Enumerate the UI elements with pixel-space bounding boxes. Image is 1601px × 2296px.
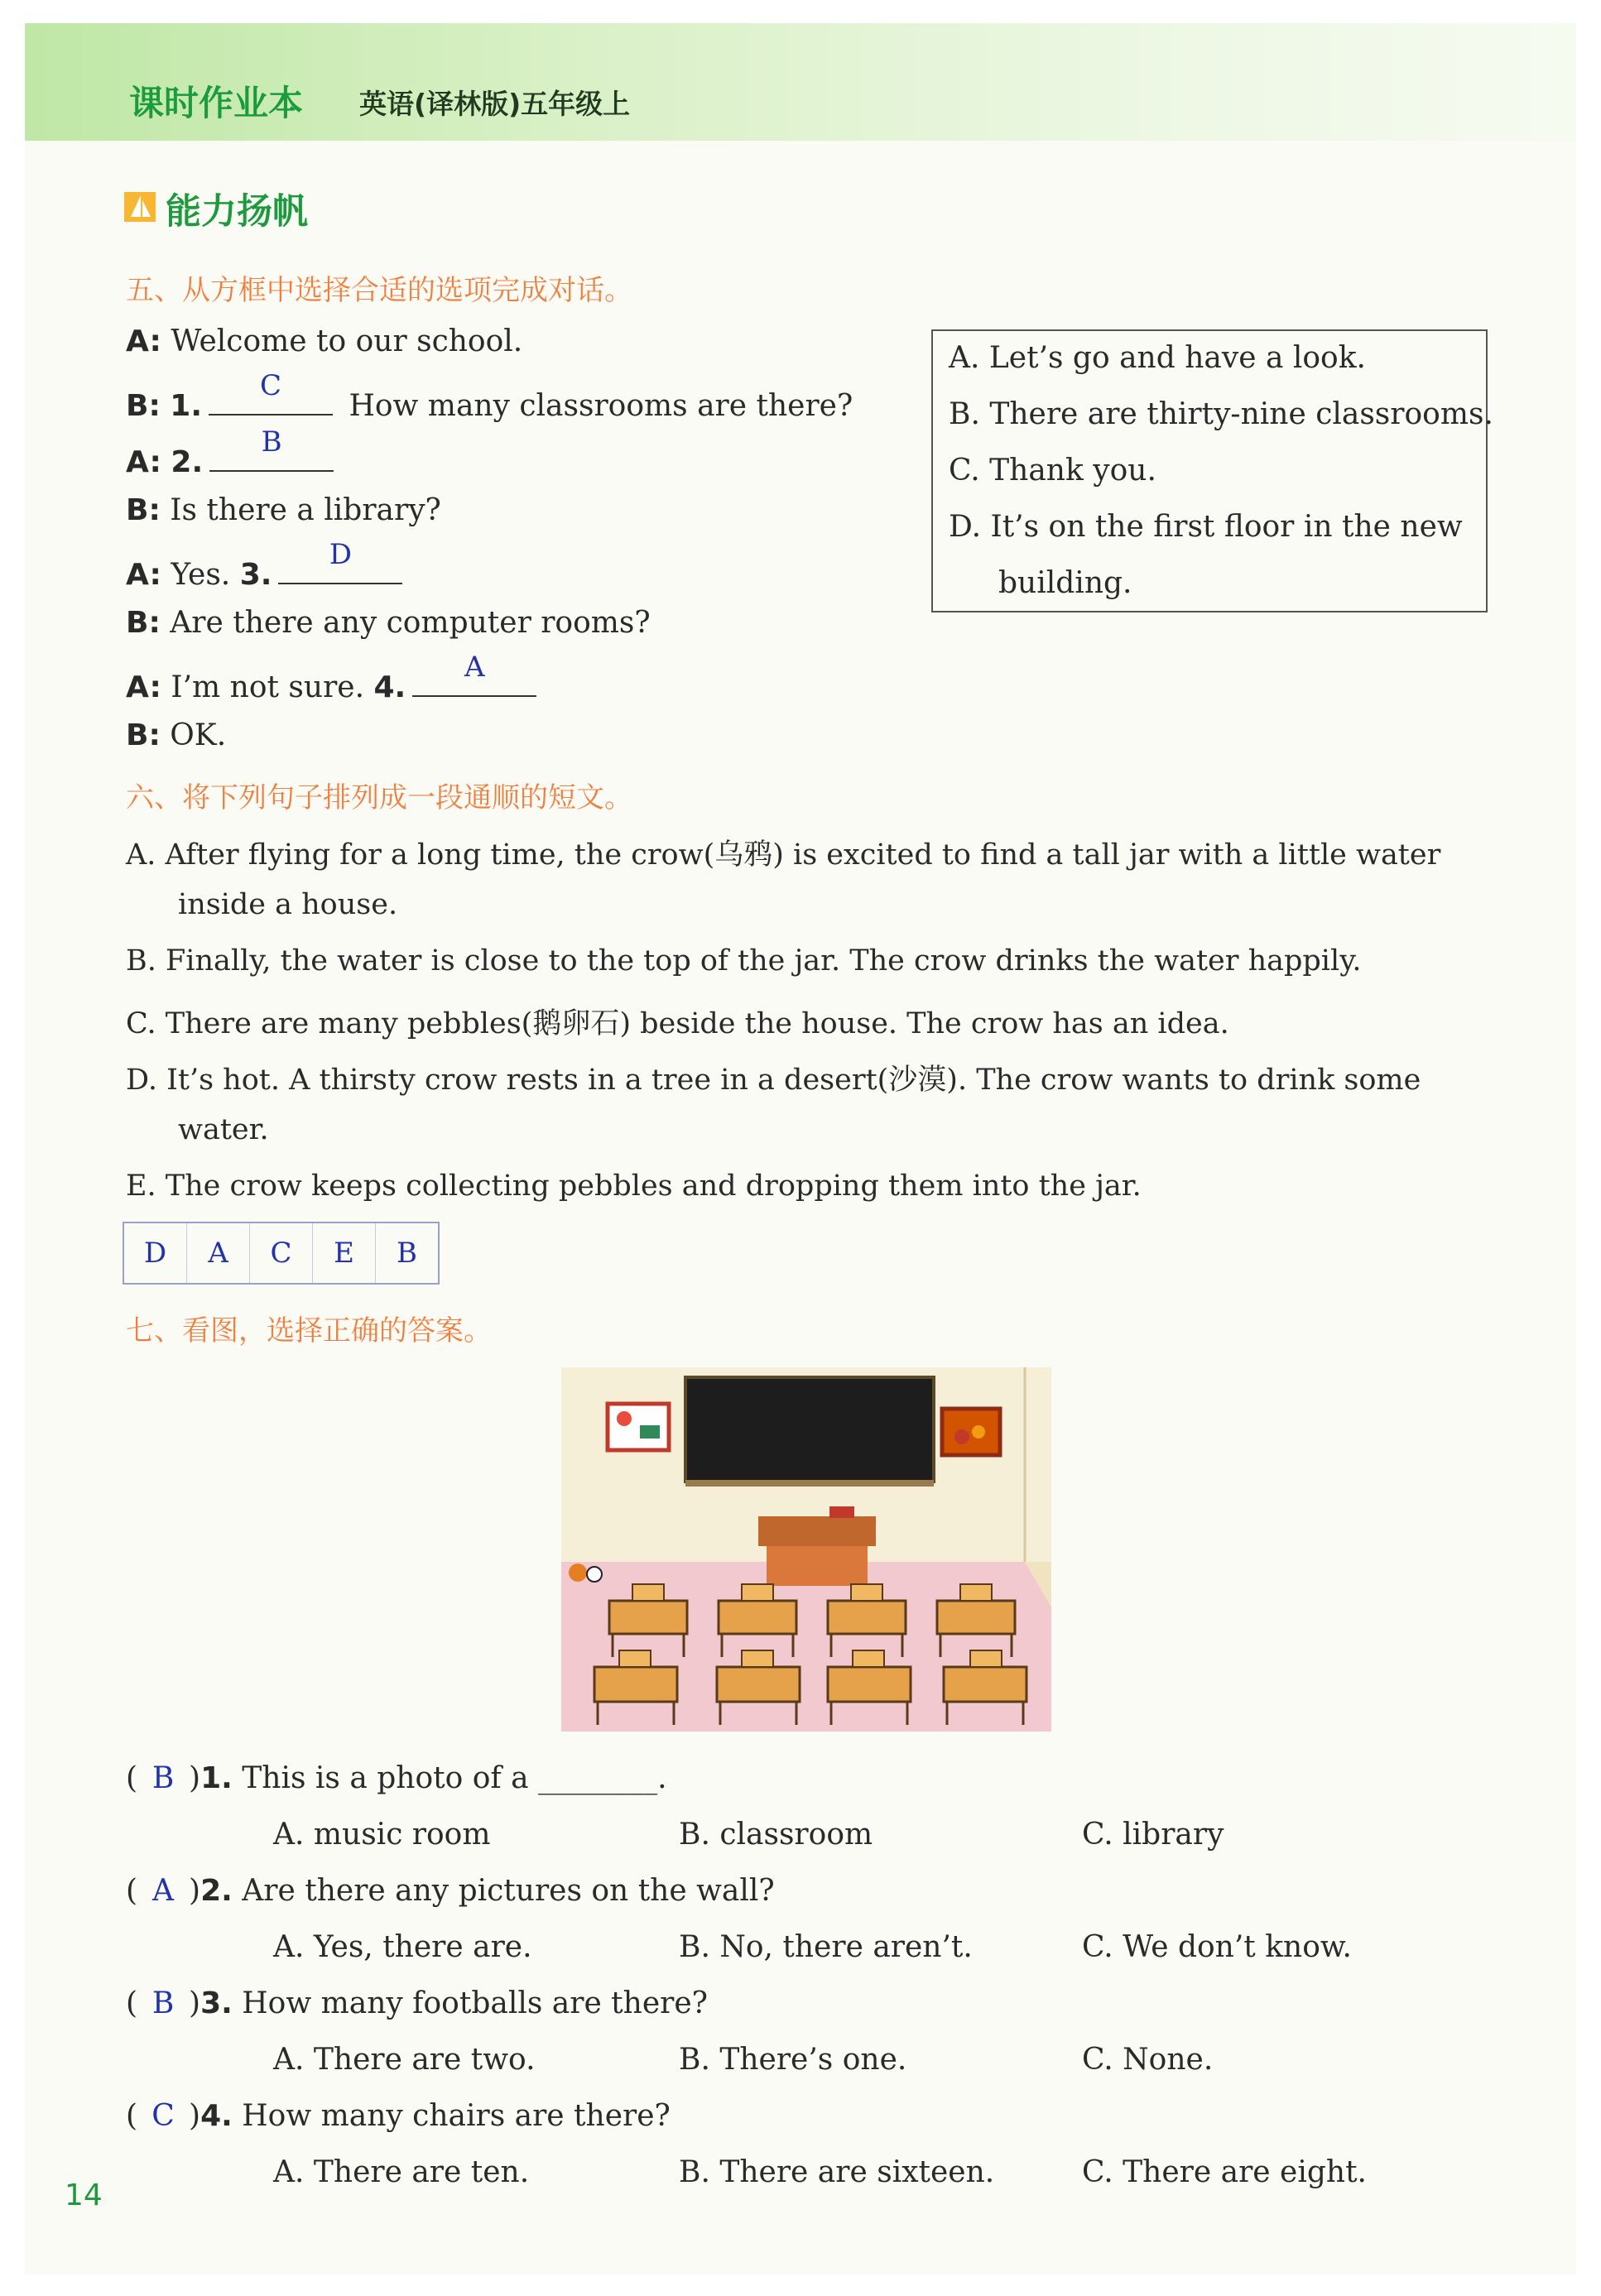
- order-box[interactable]: B: [397, 1237, 417, 1270]
- answer-blank-3[interactable]: D: [278, 550, 402, 584]
- sentence-d-continued: water.: [178, 1113, 269, 1146]
- sentence-a-continued: inside a house.: [178, 888, 398, 921]
- dialog-line-3: A: 2. B: [126, 437, 340, 479]
- option-c: C. Thank you.: [949, 454, 1156, 488]
- q6-title: 六、将下列句子排列成一段通顺的短文。: [126, 781, 632, 814]
- dialog-line-5: A: Yes. 3. D: [126, 550, 409, 592]
- order-answer-boxes: [123, 1222, 440, 1285]
- answer-slot[interactable]: C: [151, 2099, 175, 2133]
- answer-slot[interactable]: B: [151, 1761, 175, 1795]
- sentence-c: C. There are many pebbles(鹅卵石) beside the house. The crow has an idea.: [126, 1007, 1229, 1040]
- order-box[interactable]: A: [187, 1223, 250, 1283]
- answer-slot[interactable]: B: [151, 1986, 175, 2020]
- answer-slot[interactable]: A: [152, 1874, 175, 1908]
- dialog-line-4: B: Is there a library?: [126, 493, 441, 527]
- mc2-option-a: A. Yes, there are.: [273, 1930, 532, 1964]
- order-box[interactable]: D: [124, 1223, 187, 1283]
- page-number: 14: [65, 2178, 103, 2212]
- answer-blank-1[interactable]: C: [209, 381, 333, 415]
- sentence-e: E. The crow keeps collecting pebbles and dropping them into the jar.: [126, 1170, 1142, 1203]
- mc-question-3: ( B )3. How many footballs are there?: [126, 1986, 708, 2020]
- option-a: A. Let’s go and have a look.: [949, 341, 1366, 375]
- mc4-option-b: B. There are sixteen.: [679, 2155, 995, 2189]
- mc1-option-c: C. library: [1082, 1818, 1224, 1852]
- q5-title: 五、从方框中选择合适的选项完成对话。: [126, 274, 632, 307]
- mc3-option-b: B. There’s one.: [679, 2043, 907, 2077]
- mc4-option-c: C. There are eight.: [1082, 2155, 1367, 2189]
- classroom-illustration: [561, 1367, 1051, 1732]
- mc-question-2: ( A )2. Are there any pictures on the wall?: [126, 1874, 775, 1908]
- answer-blank-4[interactable]: A: [412, 662, 536, 697]
- dialog-line-2: B: 1. C How many classrooms are there?: [126, 369, 853, 423]
- option-d: D. It’s on the first floor in the new: [949, 510, 1463, 544]
- mc1-option-a: A. music room: [273, 1818, 491, 1852]
- dialog-line-6: B: Are there any computer rooms?: [126, 606, 651, 640]
- mc-question-1: ( B )1. This is a photo of a ________.: [126, 1761, 667, 1795]
- dialog-line-7: A: I’m not sure. 4. A: [126, 662, 543, 704]
- order-box[interactable]: C: [250, 1223, 313, 1283]
- mc-question-4: ( C )4. How many chairs are there?: [126, 2099, 671, 2133]
- mc2-option-c: C. We don’t know.: [1082, 1930, 1352, 1964]
- section-heading: 能力扬帆: [166, 191, 308, 233]
- sentence-b: B. Finally, the water is close to the top of the jar. The crow drinks the water happily.: [126, 944, 1362, 977]
- dialog-line-8: B: OK.: [126, 718, 227, 752]
- mc4-option-a: A. There are ten.: [273, 2155, 530, 2189]
- book-subtitle: 英语(译林版)五年级上: [359, 88, 631, 120]
- sentence-a: A. After flying for a long time, the crow(乌鸦) is excited to find a tall jar with a little water: [126, 838, 1441, 872]
- option-b: B. There are thirty-nine classrooms.: [949, 397, 1493, 431]
- q7-title: 七、看图，选择正确的答案。: [126, 1314, 492, 1347]
- answer-blank-2[interactable]: B: [209, 437, 334, 472]
- mc3-option-c: C. None.: [1082, 2043, 1214, 2077]
- brand-title: 课时作业本: [129, 83, 304, 123]
- mc1-option-b: B. classroom: [679, 1818, 873, 1852]
- option-d-continued: building.: [998, 566, 1132, 600]
- sail-icon: [123, 189, 159, 225]
- sentence-d: D. It’s hot. A thirsty crow rests in a tree in a desert(沙漠). The crow wants to drink some: [126, 1064, 1421, 1097]
- mc2-option-b: B. No, there aren’t.: [679, 1930, 973, 1964]
- dialog-line-1: A: Welcome to our school.: [126, 324, 523, 358]
- mc3-option-a: A. There are two.: [273, 2043, 536, 2077]
- order-box[interactable]: E: [313, 1223, 376, 1283]
